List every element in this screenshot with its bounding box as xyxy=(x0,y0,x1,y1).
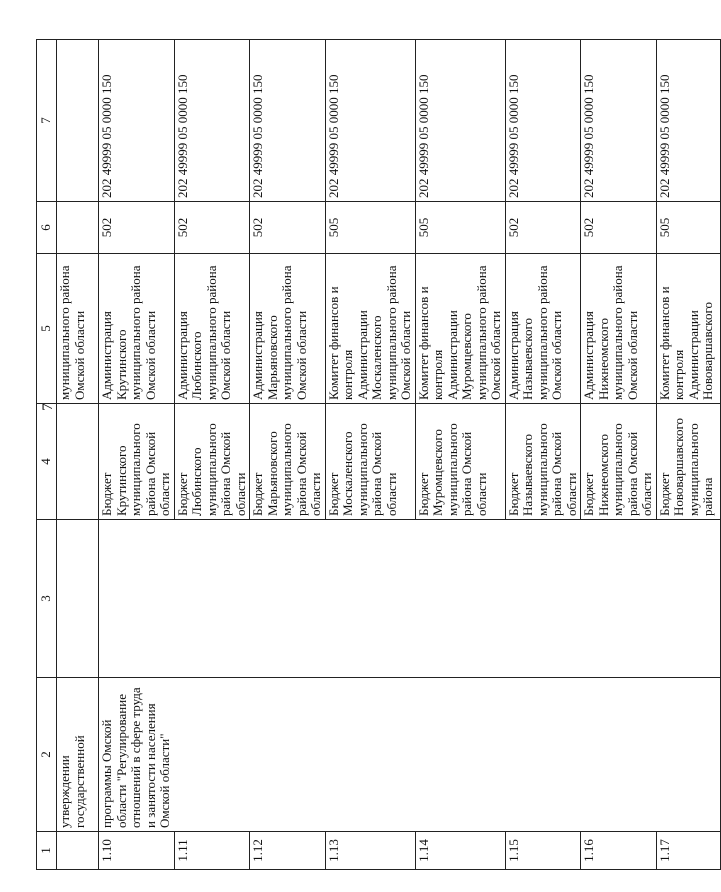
code-cell xyxy=(57,202,99,254)
row-number: 1.12 xyxy=(250,832,326,870)
col-header-3: 3 xyxy=(37,520,57,678)
row-number: 1.13 xyxy=(325,832,415,870)
budget-cell: Бюджет Называевского муниципального района Омской области xyxy=(505,404,581,520)
kbk-cell: 202 49999 05 0000 150 xyxy=(415,40,505,202)
budget-cell: Бюджет Муромцевского муниципального района Омской области xyxy=(415,404,505,520)
kbk-cell: 202 49999 05 0000 150 xyxy=(174,40,250,202)
code-cell: 505 xyxy=(415,202,505,254)
rotated-table-container xyxy=(36,40,715,870)
code-cell: 505 xyxy=(325,202,415,254)
col-header-6: 6 xyxy=(37,202,57,254)
col-header-7: 7 xyxy=(37,40,57,202)
budget-cell xyxy=(57,404,99,520)
table-row xyxy=(99,40,175,870)
budget-table xyxy=(36,39,721,870)
admin-cell: Комитет финансов и контроля Администрации Муромцевского муниципального района Омской области xyxy=(415,254,505,404)
col-header-2: 2 xyxy=(37,678,57,832)
col3-cell xyxy=(99,520,721,678)
col-header-5: 5 xyxy=(37,254,57,404)
row-number xyxy=(57,832,99,870)
admin-cell: Комитет финансов и контроля Администрации Москаленского муниципального района Омской области xyxy=(325,254,415,404)
page-number: 7 xyxy=(40,403,56,411)
admin-cell: Администрация Называевского муниципального района Омской области xyxy=(505,254,581,404)
admin-cell: Администрация Нижнеомского муниципального района Омской области xyxy=(581,254,657,404)
table-header-row xyxy=(37,40,57,870)
row-number: 1.10 xyxy=(99,832,175,870)
kbk-cell: 202 49999 05 0000 150 xyxy=(99,40,175,202)
code-cell: 502 xyxy=(581,202,657,254)
code-cell: 502 xyxy=(250,202,326,254)
admin-cell: Комитет финансов и контроля Администрации Нововаршавского xyxy=(656,254,720,404)
code-cell: 502 xyxy=(174,202,250,254)
row-number: 1.17 xyxy=(656,832,720,870)
code-cell: 502 xyxy=(99,202,175,254)
budget-cell: Бюджет Нижнеомского муниципального района Омской области xyxy=(581,404,657,520)
kbk-cell: 202 49999 05 0000 150 xyxy=(581,40,657,202)
budget-cell: Бюджет Москаленского муниципального района Омской области xyxy=(325,404,415,520)
row-number: 1.14 xyxy=(415,832,505,870)
budget-cell: Бюджет Марьяновского муниципального района Омской области xyxy=(250,404,326,520)
kbk-cell: 202 49999 05 0000 150 xyxy=(505,40,581,202)
admin-cell: Администрация Крутинского муниципального района Омской области xyxy=(99,254,175,404)
code-cell: 505 xyxy=(656,202,720,254)
kbk-cell: 202 49999 05 0000 150 xyxy=(325,40,415,202)
kbk-cell xyxy=(57,40,99,202)
admin-cell: муниципального района Омской области xyxy=(57,254,99,404)
program-cell: программы Омской области "Регулирование отношений в сфере труда и занятости населения Омской области" xyxy=(99,678,721,832)
budget-cell: Бюджет Нововаршавского муниципального района xyxy=(656,404,720,520)
col-header-1: 1 xyxy=(37,832,57,870)
program-cell: утверждении государственной xyxy=(57,678,99,832)
admin-cell: Администрация Любинского муниципального района Омской области xyxy=(174,254,250,404)
row-number: 1.11 xyxy=(174,832,250,870)
col3-cell xyxy=(57,520,99,678)
code-cell: 502 xyxy=(505,202,581,254)
row-number: 1.15 xyxy=(505,832,581,870)
kbk-cell: 202 49999 05 0000 150 xyxy=(250,40,326,202)
table-row xyxy=(57,40,99,870)
kbk-cell: 202 49999 05 0000 150 xyxy=(656,40,720,202)
admin-cell: Администрация Марьяновского муниципального района Омской области xyxy=(250,254,326,404)
row-number: 1.16 xyxy=(581,832,657,870)
col-header-4: 4 xyxy=(37,404,57,520)
budget-cell: Бюджет Любинского муниципального района Омской области xyxy=(174,404,250,520)
budget-cell: Бюджет Крутинского муниципального района Омской области xyxy=(99,404,175,520)
